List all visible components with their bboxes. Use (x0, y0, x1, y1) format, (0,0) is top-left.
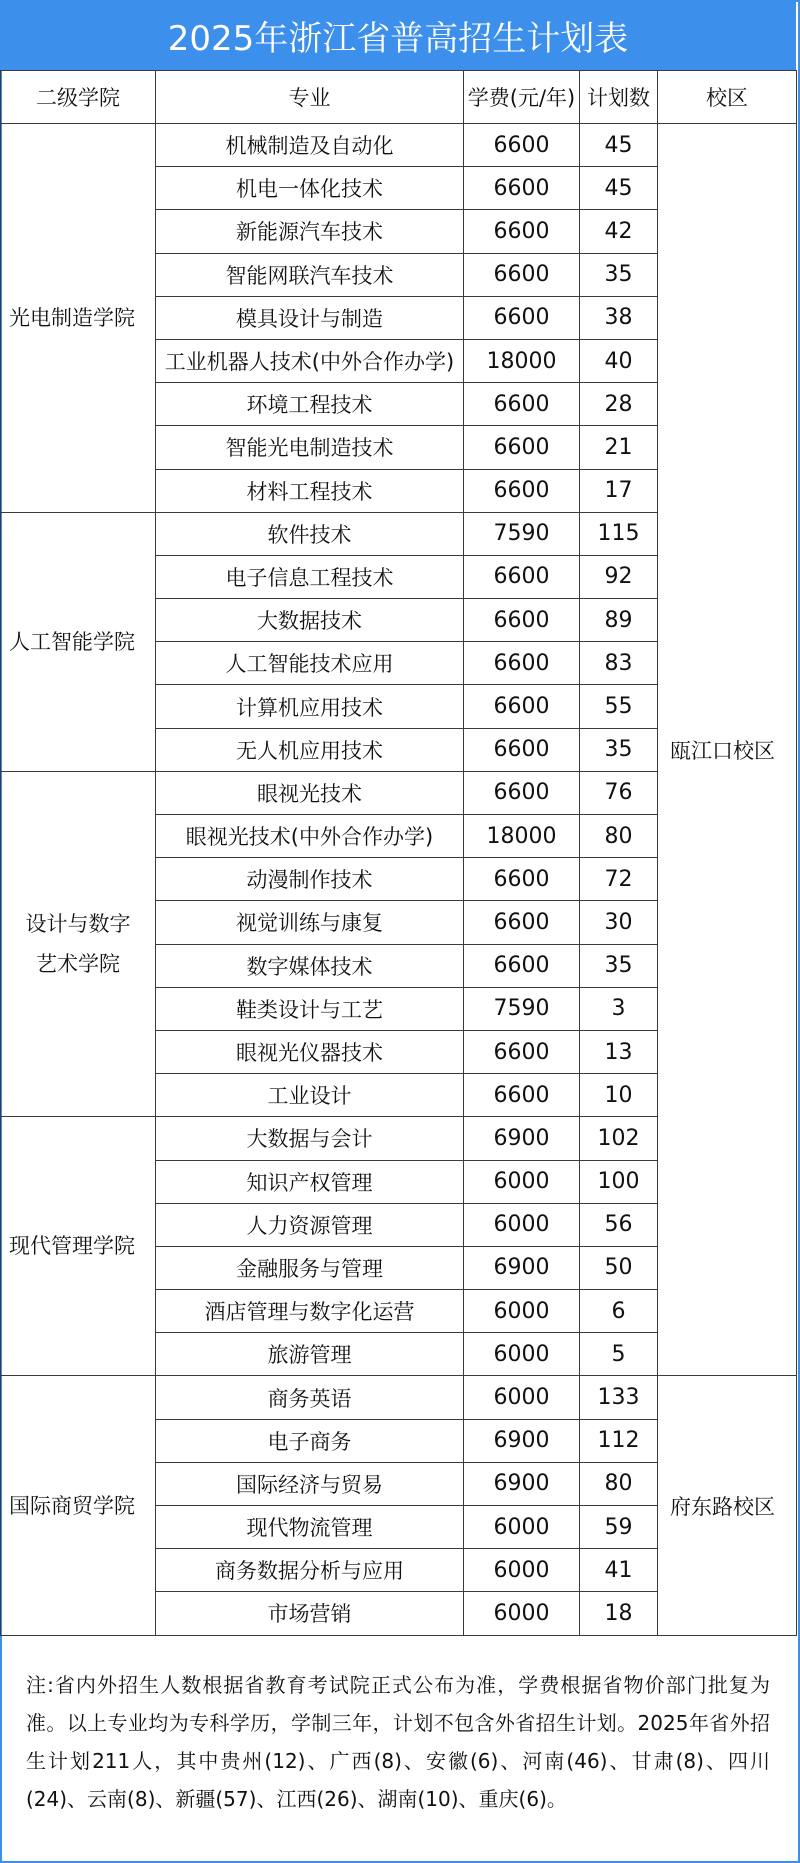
major-name: 大数据技术 (156, 599, 464, 642)
quota-value: 18 (580, 1592, 658, 1635)
major-name: 无人机应用技术 (156, 728, 464, 771)
major-name: 动漫制作技术 (156, 858, 464, 901)
tuition-value: 6000 (464, 1376, 580, 1419)
tuition-value: 6600 (464, 124, 580, 167)
college-name: 国际商贸学院 (1, 1376, 156, 1635)
quota-value: 56 (580, 1203, 658, 1246)
tuition-value: 6600 (464, 944, 580, 987)
quota-value: 35 (580, 728, 658, 771)
quota-value: 92 (580, 555, 658, 598)
quota-value: 17 (580, 469, 658, 512)
tuition-value: 18000 (464, 815, 580, 858)
quota-value: 10 (580, 1074, 658, 1117)
major-name: 酒店管理与数字化运营 (156, 1290, 464, 1333)
quota-value: 38 (580, 296, 658, 339)
major-name: 机电一体化技术 (156, 167, 464, 210)
major-name: 知识产权管理 (156, 1160, 464, 1203)
tuition-value: 6000 (464, 1203, 580, 1246)
major-name: 市场营销 (156, 1592, 464, 1635)
quota-value: 83 (580, 642, 658, 685)
campus-name: 瓯江口校区 (658, 124, 797, 1376)
tuition-value: 6900 (464, 1246, 580, 1289)
tuition-value: 6600 (464, 1030, 580, 1073)
quota-value: 30 (580, 901, 658, 944)
tuition-value: 6600 (464, 642, 580, 685)
header-campus: 校区 (658, 71, 797, 124)
page-title: 2025年浙江省普高招生计划表 (0, 0, 796, 70)
tuition-value: 6600 (464, 426, 580, 469)
quota-value: 80 (580, 815, 658, 858)
tuition-value: 6600 (464, 253, 580, 296)
quota-value: 41 (580, 1549, 658, 1592)
tuition-value: 6900 (464, 1419, 580, 1462)
major-name: 旅游管理 (156, 1333, 464, 1376)
tuition-value: 6600 (464, 858, 580, 901)
major-name: 模具设计与制造 (156, 296, 464, 339)
tuition-value: 7590 (464, 512, 580, 555)
college-name (1, 771, 156, 1117)
major-name: 眼视光仪器技术 (156, 1030, 464, 1073)
tuition-value: 6600 (464, 210, 580, 253)
quota-value: 13 (580, 1030, 658, 1073)
table-row (1, 1376, 797, 1419)
major-name: 人力资源管理 (156, 1203, 464, 1246)
tuition-value: 6600 (464, 728, 580, 771)
major-name: 眼视光技术(中外合作办学) (156, 815, 464, 858)
quota-value: 72 (580, 858, 658, 901)
tuition-value: 6600 (464, 555, 580, 598)
major-name: 智能光电制造技术 (156, 426, 464, 469)
quota-value: 42 (580, 210, 658, 253)
header-quota: 计划数 (580, 71, 658, 124)
header-tuition: 学费(元/年) (464, 71, 580, 124)
quota-value: 3 (580, 987, 658, 1030)
tuition-value: 6000 (464, 1506, 580, 1549)
quota-value: 59 (580, 1506, 658, 1549)
major-name: 机械制造及自动化 (156, 124, 464, 167)
enrollment-table (0, 70, 797, 1636)
quota-value: 80 (580, 1462, 658, 1505)
tuition-value: 6600 (464, 599, 580, 642)
major-name: 工业设计 (156, 1074, 464, 1117)
college-name: 光电制造学院 (1, 124, 156, 513)
major-name: 人工智能技术应用 (156, 642, 464, 685)
major-name: 工业机器人技术(中外合作办学) (156, 339, 464, 382)
tuition-value: 6900 (464, 1117, 580, 1160)
tuition-value: 6600 (464, 685, 580, 728)
major-name: 计算机应用技术 (156, 685, 464, 728)
quota-value: 45 (580, 167, 658, 210)
quota-value: 55 (580, 685, 658, 728)
tuition-value: 18000 (464, 339, 580, 382)
tuition-value: 6000 (464, 1592, 580, 1635)
quota-value: 102 (580, 1117, 658, 1160)
tuition-value: 6900 (464, 1462, 580, 1505)
tuition-value: 6000 (464, 1549, 580, 1592)
table-row (1, 124, 797, 167)
quota-value: 28 (580, 383, 658, 426)
quota-value: 50 (580, 1246, 658, 1289)
college-name-line: 艺术学院 (36, 952, 120, 977)
major-name: 新能源汽车技术 (156, 210, 464, 253)
tuition-value: 6600 (464, 167, 580, 210)
tuition-value: 6000 (464, 1290, 580, 1333)
quota-value: 112 (580, 1419, 658, 1462)
major-name: 电子信息工程技术 (156, 555, 464, 598)
major-name: 软件技术 (156, 512, 464, 555)
major-name: 商务英语 (156, 1376, 464, 1419)
quota-value: 21 (580, 426, 658, 469)
college-name: 人工智能学院 (1, 512, 156, 771)
campus-name: 府东路校区 (658, 1376, 797, 1635)
major-name: 眼视光技术 (156, 771, 464, 814)
tuition-value: 7590 (464, 987, 580, 1030)
major-name: 数字媒体技术 (156, 944, 464, 987)
tuition-value: 6600 (464, 296, 580, 339)
tuition-value: 6600 (464, 901, 580, 944)
major-name: 环境工程技术 (156, 383, 464, 426)
table-body (1, 124, 797, 1636)
major-name: 大数据与会计 (156, 1117, 464, 1160)
footnote: 注:省内外招生人数根据省教育考试院正式公布为准，学费根据省物价部门批复为准。以上专业均为专科学历，学制三年，计划不包含外省招生计划。2025年省外招生计划211人，其中贵州(12)、广西(8)、安徽(6)、河南(46)、甘肃(8)、四川(24)、云南(8)、新疆(57)、江西(26)、湖南(10)、重庆(6)。 (26, 1673, 770, 1811)
tuition-value: 6000 (464, 1160, 580, 1203)
table-header-row (1, 71, 797, 124)
major-name: 材料工程技术 (156, 469, 464, 512)
quota-value: 89 (580, 599, 658, 642)
tuition-value: 6600 (464, 469, 580, 512)
major-name: 国际经济与贸易 (156, 1462, 464, 1505)
quota-value: 100 (580, 1160, 658, 1203)
major-name: 电子商务 (156, 1419, 464, 1462)
quota-value: 45 (580, 124, 658, 167)
quota-value: 5 (580, 1333, 658, 1376)
major-name: 视觉训练与康复 (156, 901, 464, 944)
header-college: 二级学院 (1, 71, 156, 124)
quota-value: 35 (580, 253, 658, 296)
quota-value: 40 (580, 339, 658, 382)
quota-value: 115 (580, 512, 658, 555)
major-name: 现代物流管理 (156, 1506, 464, 1549)
tuition-value: 6600 (464, 771, 580, 814)
college-name-line: 设计与数字 (25, 912, 131, 937)
major-name: 鞋类设计与工艺 (156, 987, 464, 1030)
tuition-value: 6600 (464, 1074, 580, 1117)
major-name: 商务数据分析与应用 (156, 1549, 464, 1592)
major-name: 金融服务与管理 (156, 1246, 464, 1289)
major-name: 智能网联汽车技术 (156, 253, 464, 296)
header-major: 专业 (156, 71, 464, 124)
quota-value: 6 (580, 1290, 658, 1333)
tuition-value: 6000 (464, 1333, 580, 1376)
quota-value: 76 (580, 771, 658, 814)
tuition-value: 6600 (464, 383, 580, 426)
quota-value: 133 (580, 1376, 658, 1419)
quota-value: 35 (580, 944, 658, 987)
college-name: 现代管理学院 (1, 1117, 156, 1376)
